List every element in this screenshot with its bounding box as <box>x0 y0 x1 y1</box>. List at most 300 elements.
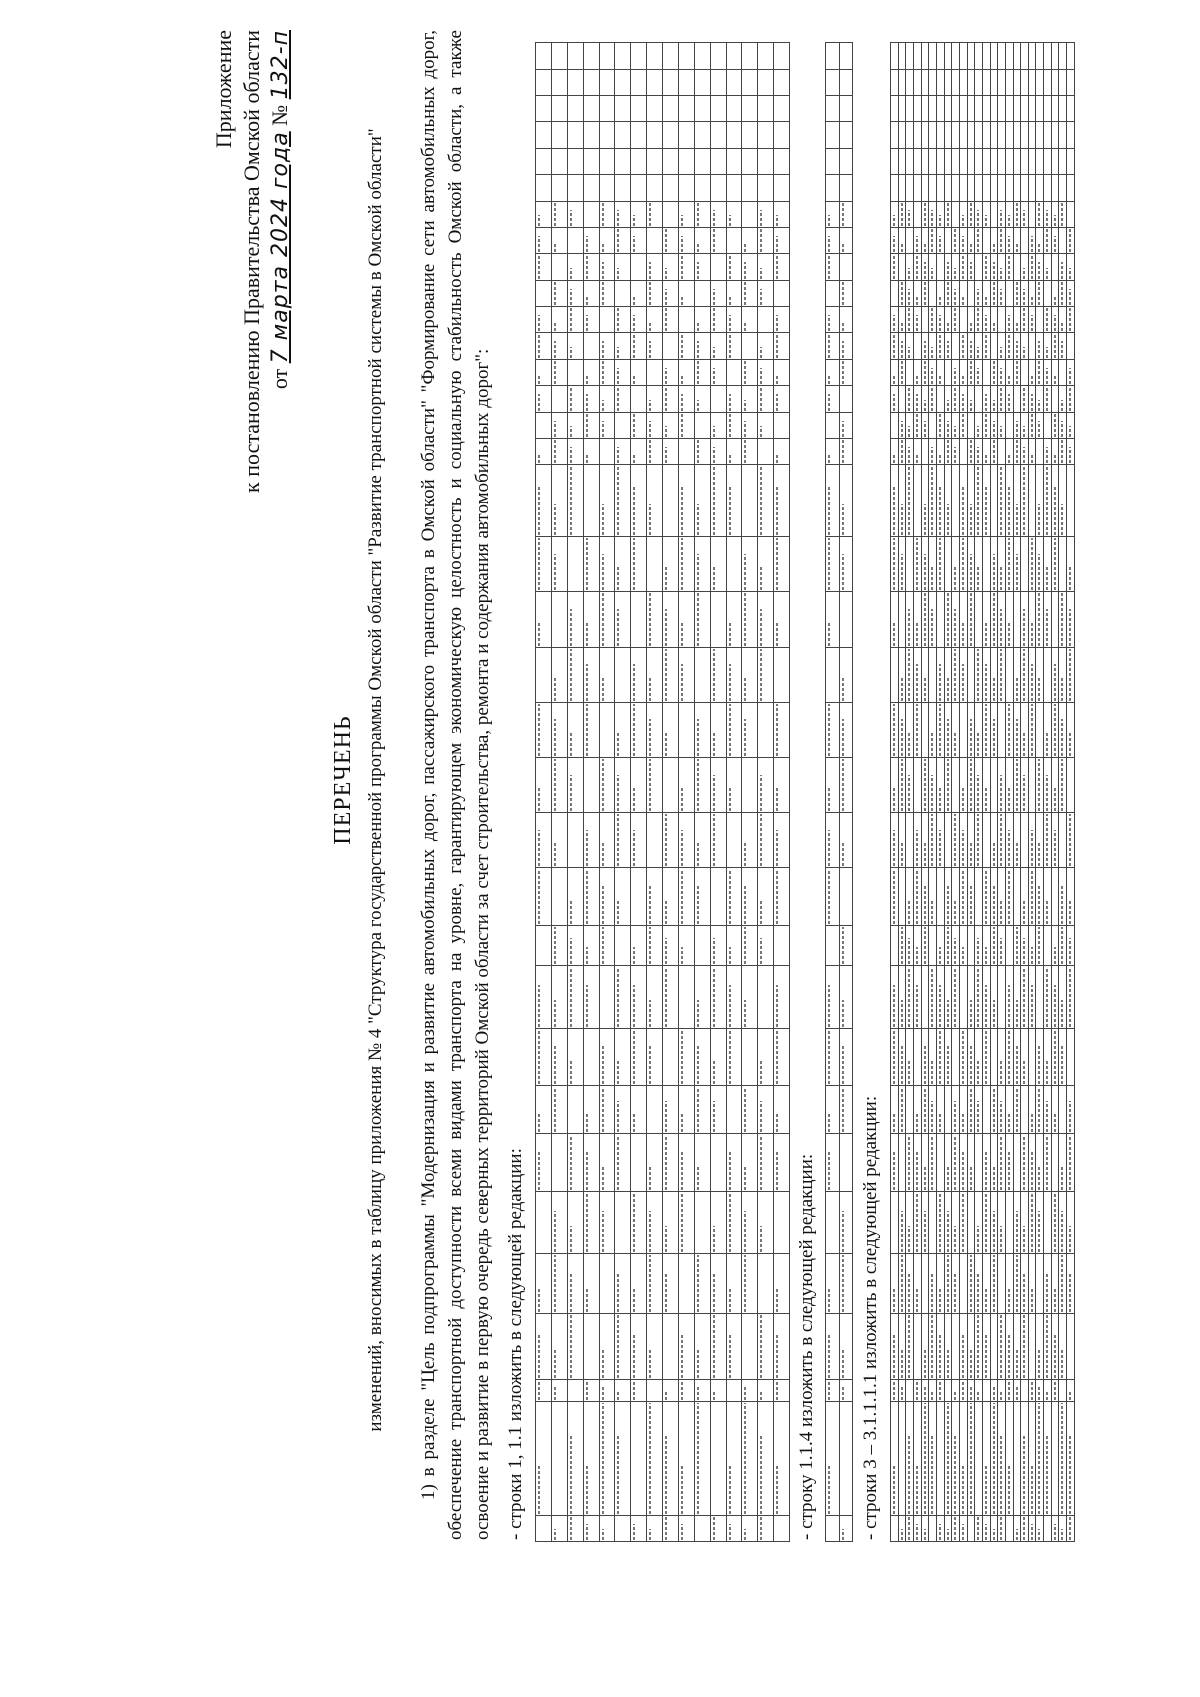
table-cell <box>1028 537 1036 592</box>
table-cell <box>944 386 952 412</box>
table-cell <box>567 537 583 592</box>
table-cell <box>891 1254 899 1314</box>
table-cell <box>599 966 615 1028</box>
table-cell <box>583 1401 599 1515</box>
table-cell <box>898 201 906 227</box>
section-1-label: - строки 1, 1.1 изложить в следующей редакции: <box>505 1148 526 1540</box>
table-cell <box>678 1086 694 1134</box>
table-cell <box>921 122 929 148</box>
table-cell <box>913 122 921 148</box>
table-cell <box>615 307 631 333</box>
table-cell <box>826 148 840 174</box>
table-cell <box>663 1380 679 1402</box>
table-cell <box>742 386 758 412</box>
table-cell <box>967 813 975 868</box>
table-cell <box>774 925 790 966</box>
table-cell <box>1021 592 1029 647</box>
table-cell <box>742 1134 758 1192</box>
table-cell <box>839 1086 853 1134</box>
table-cell <box>694 43 710 70</box>
table-cell <box>1059 386 1067 412</box>
table-row <box>774 43 790 1542</box>
table-cell <box>990 966 998 1028</box>
table-cell <box>898 1086 906 1134</box>
table-cell <box>944 412 952 438</box>
table-cell <box>906 1028 914 1086</box>
table-cell <box>906 1401 914 1515</box>
table-cell <box>921 359 929 385</box>
table-cell <box>1013 254 1021 280</box>
table-cell <box>1005 254 1013 280</box>
table-cell <box>936 69 944 95</box>
table-cell <box>826 966 840 1028</box>
table-cell <box>1059 813 1067 868</box>
table-cell <box>1067 1314 1075 1380</box>
table-cell <box>839 813 853 868</box>
table-cell <box>758 1191 774 1253</box>
table-cell <box>726 702 742 757</box>
table-cell <box>906 96 914 122</box>
table-cell <box>990 43 998 70</box>
table-cell <box>663 175 679 201</box>
table-cell <box>982 438 990 464</box>
table-cell <box>583 702 599 757</box>
table-cell <box>929 1401 937 1515</box>
table-cell <box>944 702 952 757</box>
table-cell <box>599 201 615 227</box>
table-cell <box>952 1254 960 1314</box>
table-cell <box>583 280 599 306</box>
table-cell <box>839 254 853 280</box>
table-cell <box>1005 122 1013 148</box>
table-cell <box>678 966 694 1028</box>
table-cell <box>551 175 567 201</box>
table-cell <box>929 307 937 333</box>
table-cell <box>891 592 899 647</box>
table-cell <box>826 254 840 280</box>
table-cell <box>826 592 840 647</box>
table-cell <box>536 1380 552 1402</box>
table-cell <box>631 175 647 201</box>
table-cell <box>921 96 929 122</box>
table-cell <box>615 1191 631 1253</box>
table-cell <box>694 813 710 868</box>
table-cell <box>742 175 758 201</box>
table-cell <box>631 465 647 537</box>
table-cell <box>1044 254 1052 280</box>
table-cell <box>1036 1515 1044 1541</box>
table-cell <box>631 702 647 757</box>
table-cell <box>758 868 774 926</box>
table-cell <box>758 201 774 227</box>
table-cell <box>631 333 647 359</box>
table-cell <box>615 592 631 647</box>
table-cell <box>694 1086 710 1134</box>
table-cell <box>1005 96 1013 122</box>
table-cell <box>726 175 742 201</box>
table-cell <box>982 175 990 201</box>
table-cell <box>694 1191 710 1253</box>
table-cell <box>583 333 599 359</box>
table-cell <box>898 1134 906 1192</box>
table-cell <box>583 227 599 253</box>
table-cell <box>1005 412 1013 438</box>
table-cell <box>567 1028 583 1086</box>
table-cell <box>967 1086 975 1134</box>
table-cell <box>631 1515 647 1541</box>
table-cell <box>710 148 726 174</box>
table-cell <box>967 175 975 201</box>
table-cell <box>567 592 583 647</box>
table-cell <box>1044 438 1052 464</box>
table-cell <box>536 868 552 926</box>
table-cell <box>647 254 663 280</box>
table-cell <box>1067 1086 1075 1134</box>
table-cell <box>921 254 929 280</box>
table-cell <box>536 1086 552 1134</box>
table-cell <box>959 1134 967 1192</box>
table-cell <box>678 280 694 306</box>
table-cell <box>551 201 567 227</box>
table-cell <box>898 148 906 174</box>
table-cell <box>959 254 967 280</box>
table-cell <box>913 1028 921 1086</box>
table-cell <box>551 333 567 359</box>
table-cell <box>647 96 663 122</box>
table-cell <box>975 966 983 1028</box>
document-subtitle: изменений, вносимых в таблицу приложения № 4 "Структура государственной программы Омской области "Развитие транспортной системы в Омской области" <box>365 128 386 1432</box>
table-cell <box>1005 592 1013 647</box>
table-cell <box>891 254 899 280</box>
table-cell <box>599 96 615 122</box>
table-cell <box>990 1134 998 1192</box>
table-cell <box>952 333 960 359</box>
table-cell <box>936 333 944 359</box>
table-cell <box>898 1191 906 1253</box>
table-cell <box>631 1401 647 1515</box>
table-cell <box>774 1134 790 1192</box>
table-cell <box>906 148 914 174</box>
table-cell <box>742 438 758 464</box>
table-row <box>536 43 552 1542</box>
table-cell <box>839 1314 853 1380</box>
table-cell <box>826 359 840 385</box>
table-cell <box>936 925 944 966</box>
table-cell <box>952 96 960 122</box>
table-cell <box>982 1134 990 1192</box>
table-cell <box>967 1028 975 1086</box>
table-cell <box>826 868 840 926</box>
table-cell <box>967 148 975 174</box>
table-cell <box>975 592 983 647</box>
table-cell <box>615 757 631 812</box>
table-cell <box>567 966 583 1028</box>
table-cell <box>631 386 647 412</box>
table-cell <box>936 254 944 280</box>
table-cell <box>551 438 567 464</box>
table-cell <box>975 1401 983 1515</box>
table-cell <box>1005 359 1013 385</box>
table-cell <box>906 966 914 1028</box>
table-cell <box>726 757 742 812</box>
table-cell <box>990 1314 998 1380</box>
table-cell <box>891 148 899 174</box>
table-cell <box>906 307 914 333</box>
table-cell <box>936 438 944 464</box>
table-cell <box>952 1086 960 1134</box>
table-cell <box>921 1086 929 1134</box>
table-cell <box>952 925 960 966</box>
table-cell <box>990 647 998 702</box>
table-cell <box>839 702 853 757</box>
table-row <box>1036 43 1044 1542</box>
table-cell <box>929 201 937 227</box>
table-cell <box>826 465 840 537</box>
table-cell <box>710 702 726 757</box>
table-cell <box>967 43 975 70</box>
table-cell <box>742 966 758 1028</box>
table-cell <box>921 1515 929 1541</box>
table-cell <box>1013 96 1021 122</box>
table-cell <box>929 813 937 868</box>
table-cell <box>1028 227 1036 253</box>
table-cell <box>1067 254 1075 280</box>
table-cell <box>952 868 960 926</box>
table-cell <box>647 69 663 95</box>
table-cell <box>944 359 952 385</box>
table-cell <box>944 592 952 647</box>
table-cell <box>982 254 990 280</box>
table-cell <box>726 1028 742 1086</box>
table-cell <box>1005 1380 1013 1402</box>
table-row <box>906 43 914 1542</box>
paragraph-1: 1) в разделе "Цель подпрограммы "Модернизация и развитие автомобильных дорог, пассажирского транспорта в Омской области" "Формирование сети автомобильных дорог, обеспечение транспортной доступности всеми видами транспорта на уровне, гарантирующем экономическую целостность и социальную стабильность Омской области, а также освоение и развитие в первую очередь северных территорий Омской области за счет строительства, ремонта и содержания автомобильных дорог": <box>418 30 493 1540</box>
table-cell <box>1044 1314 1052 1380</box>
table-cell <box>631 1134 647 1192</box>
table-cell <box>1036 280 1044 306</box>
table-cell <box>990 1380 998 1402</box>
table-cell <box>952 1028 960 1086</box>
table-cell <box>998 647 1006 702</box>
table-cell <box>913 307 921 333</box>
table-cell <box>944 307 952 333</box>
table-cell <box>975 96 983 122</box>
table-cell <box>1021 925 1029 966</box>
table-cell <box>929 1515 937 1541</box>
table-cell <box>906 757 914 812</box>
table-cell <box>1013 1191 1021 1253</box>
table-cell <box>647 966 663 1028</box>
table-cell <box>944 43 952 70</box>
table-cell <box>567 96 583 122</box>
table-cell <box>1021 148 1029 174</box>
table-cell <box>567 647 583 702</box>
table-cell <box>758 227 774 253</box>
table-cell <box>551 1028 567 1086</box>
table-cell <box>1028 1314 1036 1380</box>
table-cell <box>982 280 990 306</box>
table-cell <box>913 757 921 812</box>
table-cell <box>959 465 967 537</box>
document-title: ПЕРЕЧЕНЬ <box>330 715 356 845</box>
table-cell <box>921 813 929 868</box>
table-cell <box>1059 592 1067 647</box>
table-cell <box>1021 43 1029 70</box>
table-cell <box>567 307 583 333</box>
table-cell <box>1067 757 1075 812</box>
table-cell <box>929 122 937 148</box>
table-cell <box>826 333 840 359</box>
table-cell <box>1036 1191 1044 1253</box>
table-cell <box>758 537 774 592</box>
table-cell <box>952 43 960 70</box>
table-cell <box>975 647 983 702</box>
table-cell <box>944 465 952 537</box>
table-cell <box>1021 280 1029 306</box>
table-row <box>826 43 840 1542</box>
table-row <box>1013 43 1021 1542</box>
table-cell <box>1013 925 1021 966</box>
table-cell <box>694 1254 710 1314</box>
table-cell <box>583 201 599 227</box>
table-cell <box>536 438 552 464</box>
table-cell <box>694 175 710 201</box>
table-cell <box>975 868 983 926</box>
table-cell <box>1067 280 1075 306</box>
table-cell <box>742 122 758 148</box>
table-cell <box>1028 307 1036 333</box>
table-row <box>913 43 921 1542</box>
table-cell <box>1005 333 1013 359</box>
table-cell <box>1028 69 1036 95</box>
table-cell <box>975 537 983 592</box>
table-cell <box>758 1086 774 1134</box>
table-cell <box>615 201 631 227</box>
table-cell <box>647 757 663 812</box>
table-cell <box>921 1191 929 1253</box>
table-cell <box>921 702 929 757</box>
table-cell <box>774 1028 790 1086</box>
table-cell <box>944 1380 952 1402</box>
table-cell <box>742 280 758 306</box>
table-cell <box>1021 1314 1029 1380</box>
table-cell <box>1067 333 1075 359</box>
table-cell <box>1036 1401 1044 1515</box>
table-cell <box>710 1401 726 1515</box>
table-cell <box>647 412 663 438</box>
table-cell <box>726 813 742 868</box>
table-cell <box>567 1314 583 1380</box>
table-cell <box>967 966 975 1028</box>
table-cell <box>898 412 906 438</box>
table-cell <box>936 412 944 438</box>
table-cell <box>678 592 694 647</box>
table-cell <box>1044 1191 1052 1253</box>
table-cell <box>1051 647 1059 702</box>
table-cell <box>758 757 774 812</box>
table-cell <box>1044 201 1052 227</box>
table-cell <box>1013 757 1021 812</box>
table-cell <box>774 465 790 537</box>
table-cell <box>1013 43 1021 70</box>
table-cell <box>774 1401 790 1515</box>
table-cell <box>891 307 899 333</box>
table-cell <box>615 925 631 966</box>
table-cell <box>990 254 998 280</box>
table-cell <box>929 966 937 1028</box>
table-cell <box>982 227 990 253</box>
table-cell <box>599 254 615 280</box>
table-cell <box>944 537 952 592</box>
table-cell <box>774 307 790 333</box>
table-cell <box>615 43 631 70</box>
table-cell <box>551 1515 567 1541</box>
table-cell <box>1067 201 1075 227</box>
table-cell <box>959 966 967 1028</box>
table-cell <box>998 465 1006 537</box>
table-cell <box>615 122 631 148</box>
table-cell <box>906 122 914 148</box>
table-cell <box>1059 1515 1067 1541</box>
table-cell <box>975 69 983 95</box>
table-cell <box>959 43 967 70</box>
table-cell <box>1036 307 1044 333</box>
table-cell <box>959 175 967 201</box>
table-cell <box>726 333 742 359</box>
table-cell <box>663 227 679 253</box>
table-cell <box>967 386 975 412</box>
table-cell <box>583 43 599 70</box>
table-cell <box>826 201 840 227</box>
table-cell <box>921 1134 929 1192</box>
table-cell <box>891 813 899 868</box>
table-cell <box>944 122 952 148</box>
table-cell <box>1051 813 1059 868</box>
table-cell <box>1051 702 1059 757</box>
table-cell <box>1067 96 1075 122</box>
table-cell <box>1036 1380 1044 1402</box>
table-cell <box>631 592 647 647</box>
table-cell <box>758 122 774 148</box>
table-cell <box>891 647 899 702</box>
table-cell <box>921 1401 929 1515</box>
table-cell <box>567 333 583 359</box>
table-cell <box>615 465 631 537</box>
table-cell <box>967 201 975 227</box>
table-cell <box>1036 702 1044 757</box>
table-cell <box>952 465 960 537</box>
table-cell <box>1059 359 1067 385</box>
table-cell <box>1051 386 1059 412</box>
table-cell <box>758 386 774 412</box>
table-cell <box>906 1134 914 1192</box>
table-cell <box>615 1380 631 1402</box>
table-cell <box>647 702 663 757</box>
table-cell <box>647 1314 663 1380</box>
table-cell <box>1059 537 1067 592</box>
table-cell <box>551 227 567 253</box>
table-cell <box>647 438 663 464</box>
table-cell <box>982 1254 990 1314</box>
table-cell <box>913 1515 921 1541</box>
table-cell <box>758 43 774 70</box>
table-cell <box>1005 537 1013 592</box>
table-cell <box>599 280 615 306</box>
table-cell <box>726 148 742 174</box>
table-cell <box>990 333 998 359</box>
table-cell <box>678 465 694 537</box>
table-cell <box>694 1314 710 1380</box>
